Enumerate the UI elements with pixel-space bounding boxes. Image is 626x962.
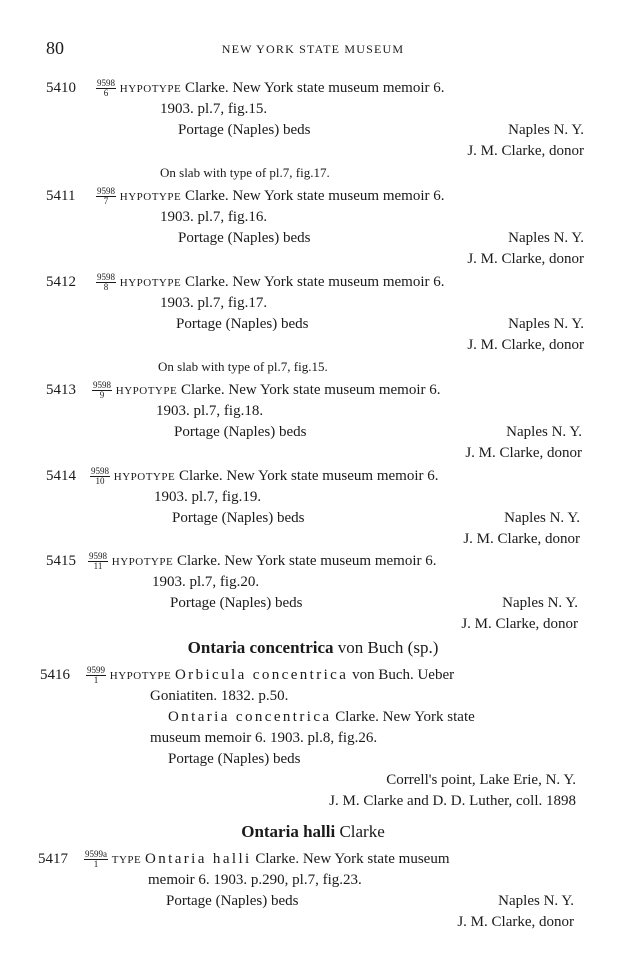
donor: J. M. Clarke and D. D. Luther, coll. 1898 bbox=[329, 793, 576, 809]
species-name: Ontaria halli bbox=[241, 822, 336, 841]
reference: Clarke. New York state museum bbox=[255, 851, 450, 867]
note: On slab with type of pl.7, fig.17. bbox=[160, 165, 330, 180]
reference: Clarke. New York state museum memoir 6. bbox=[184, 188, 445, 204]
species-name: Ontaria concentrica bbox=[187, 638, 334, 657]
reference-cont: memoir 6. 1903. p.290, pl.7, fig.23. bbox=[148, 872, 362, 888]
specimen-fraction: $\frac{9598}{7}$ bbox=[97, 186, 115, 207]
type-label: HYPOTYPE bbox=[115, 385, 178, 397]
locality: Naples N. Y. bbox=[498, 893, 574, 909]
locality: Naples N. Y. bbox=[506, 424, 582, 440]
type-label: HYPOTYPE bbox=[119, 277, 182, 289]
specimen-fraction: $\frac{9598}{9}$ bbox=[93, 380, 111, 401]
entry-number: 5417 bbox=[38, 851, 68, 867]
donor: J. M. Clarke, donor bbox=[461, 616, 578, 632]
locality: Naples N. Y. bbox=[504, 510, 580, 526]
formation: Portage (Naples) beds bbox=[178, 122, 311, 138]
formation: Portage (Naples) beds bbox=[166, 893, 299, 909]
reference-cont: 1903. pl.7, fig.18. bbox=[156, 403, 264, 419]
donor: J. M. Clarke, donor bbox=[457, 914, 574, 930]
formation: Portage (Naples) beds bbox=[178, 230, 311, 246]
reference-cont: museum memoir 6. 1903. pl.8, fig.26. bbox=[150, 730, 378, 746]
note: On slab with type of pl.7, fig.15. bbox=[158, 359, 328, 374]
entry-number: 5410 bbox=[46, 80, 76, 96]
species-binomial: Ontaria halli bbox=[145, 851, 252, 867]
species-binomial: Orbicula concentrica bbox=[174, 667, 349, 683]
type-label: HYPOTYPE bbox=[109, 670, 172, 682]
formation: Portage (Naples) beds bbox=[176, 316, 309, 332]
reference: Clarke. New York state museum memoir 6. bbox=[178, 468, 439, 484]
running-head: NEW YORK STATE MUSEUM bbox=[221, 42, 405, 56]
donor: J. M. Clarke, donor bbox=[463, 531, 580, 547]
reference: Clarke. New York state museum memoir 6. bbox=[184, 80, 445, 96]
formation: Portage (Naples) beds bbox=[174, 424, 307, 440]
species-heading bbox=[0, 822, 626, 842]
specimen-fraction: $\frac{9598}{6}$ bbox=[97, 78, 115, 99]
species-binomial: Ontaria concentrica bbox=[168, 709, 332, 725]
reference: Clarke. New York state museum memoir 6. bbox=[184, 274, 445, 290]
entry-number: 5416 bbox=[40, 667, 70, 683]
specimen-fraction: $\frac{9598}{11}$ bbox=[89, 551, 107, 572]
species-author: Clarke bbox=[339, 822, 385, 841]
species-author: von Buch (sp.) bbox=[337, 638, 439, 657]
reference-cont: 1903. pl.7, fig.20. bbox=[152, 574, 260, 590]
reference: Clarke. New York state bbox=[335, 709, 475, 725]
locality: Naples N. Y. bbox=[502, 595, 578, 611]
reference-cont: Goniatiten. 1832. p.50. bbox=[150, 688, 289, 704]
formation: Portage (Naples) beds bbox=[170, 595, 303, 611]
formation: Portage (Naples) beds bbox=[168, 751, 301, 767]
specimen-fraction: $\frac{9599}{1}$ bbox=[87, 665, 105, 686]
specimen-fraction: $\frac{9598}{8}$ bbox=[97, 272, 115, 293]
locality: Naples N. Y. bbox=[508, 230, 584, 246]
reference-cont: 1903. pl.7, fig.16. bbox=[160, 209, 268, 225]
reference: Clarke. New York state museum memoir 6. bbox=[176, 553, 437, 569]
specimen-fraction: $\frac{9598}{10}$ bbox=[91, 466, 109, 487]
entry-number: 5413 bbox=[46, 382, 76, 398]
entry-number: 5411 bbox=[46, 188, 76, 204]
reference: von Buch. Ueber bbox=[352, 667, 455, 683]
donor: J. M. Clarke, donor bbox=[465, 445, 582, 461]
donor: J. M. Clarke, donor bbox=[467, 143, 584, 159]
species-heading bbox=[0, 638, 626, 658]
locality: Naples N. Y. bbox=[508, 122, 584, 138]
reference: Clarke. New York state museum memoir 6. bbox=[180, 382, 441, 398]
donor: J. M. Clarke, donor bbox=[467, 337, 584, 353]
type-label: HYPOTYPE bbox=[111, 556, 174, 568]
formation: Portage (Naples) beds bbox=[172, 510, 305, 526]
reference-cont: 1903. pl.7, fig.15. bbox=[160, 101, 268, 117]
locality: Correll's point, Lake Erie, N. Y. bbox=[386, 772, 576, 788]
specimen-fraction: $\frac{9599a}{1}$ bbox=[85, 849, 107, 870]
locality: Naples N. Y. bbox=[508, 316, 584, 332]
reference-cont: 1903. pl.7, fig.17. bbox=[160, 295, 268, 311]
entry-number: 5412 bbox=[46, 274, 76, 290]
type-label: TYPE bbox=[111, 854, 142, 866]
donor: J. M. Clarke, donor bbox=[467, 251, 584, 267]
reference-cont: 1903. pl.7, fig.19. bbox=[154, 489, 262, 505]
entry-number: 5415 bbox=[46, 553, 76, 569]
type-label: HYPOTYPE bbox=[113, 471, 176, 483]
page-number: 80 bbox=[46, 38, 64, 58]
entry-number: 5414 bbox=[46, 468, 76, 484]
type-label: HYPOTYPE bbox=[119, 191, 182, 203]
type-label: HYPOTYPE bbox=[119, 83, 182, 95]
